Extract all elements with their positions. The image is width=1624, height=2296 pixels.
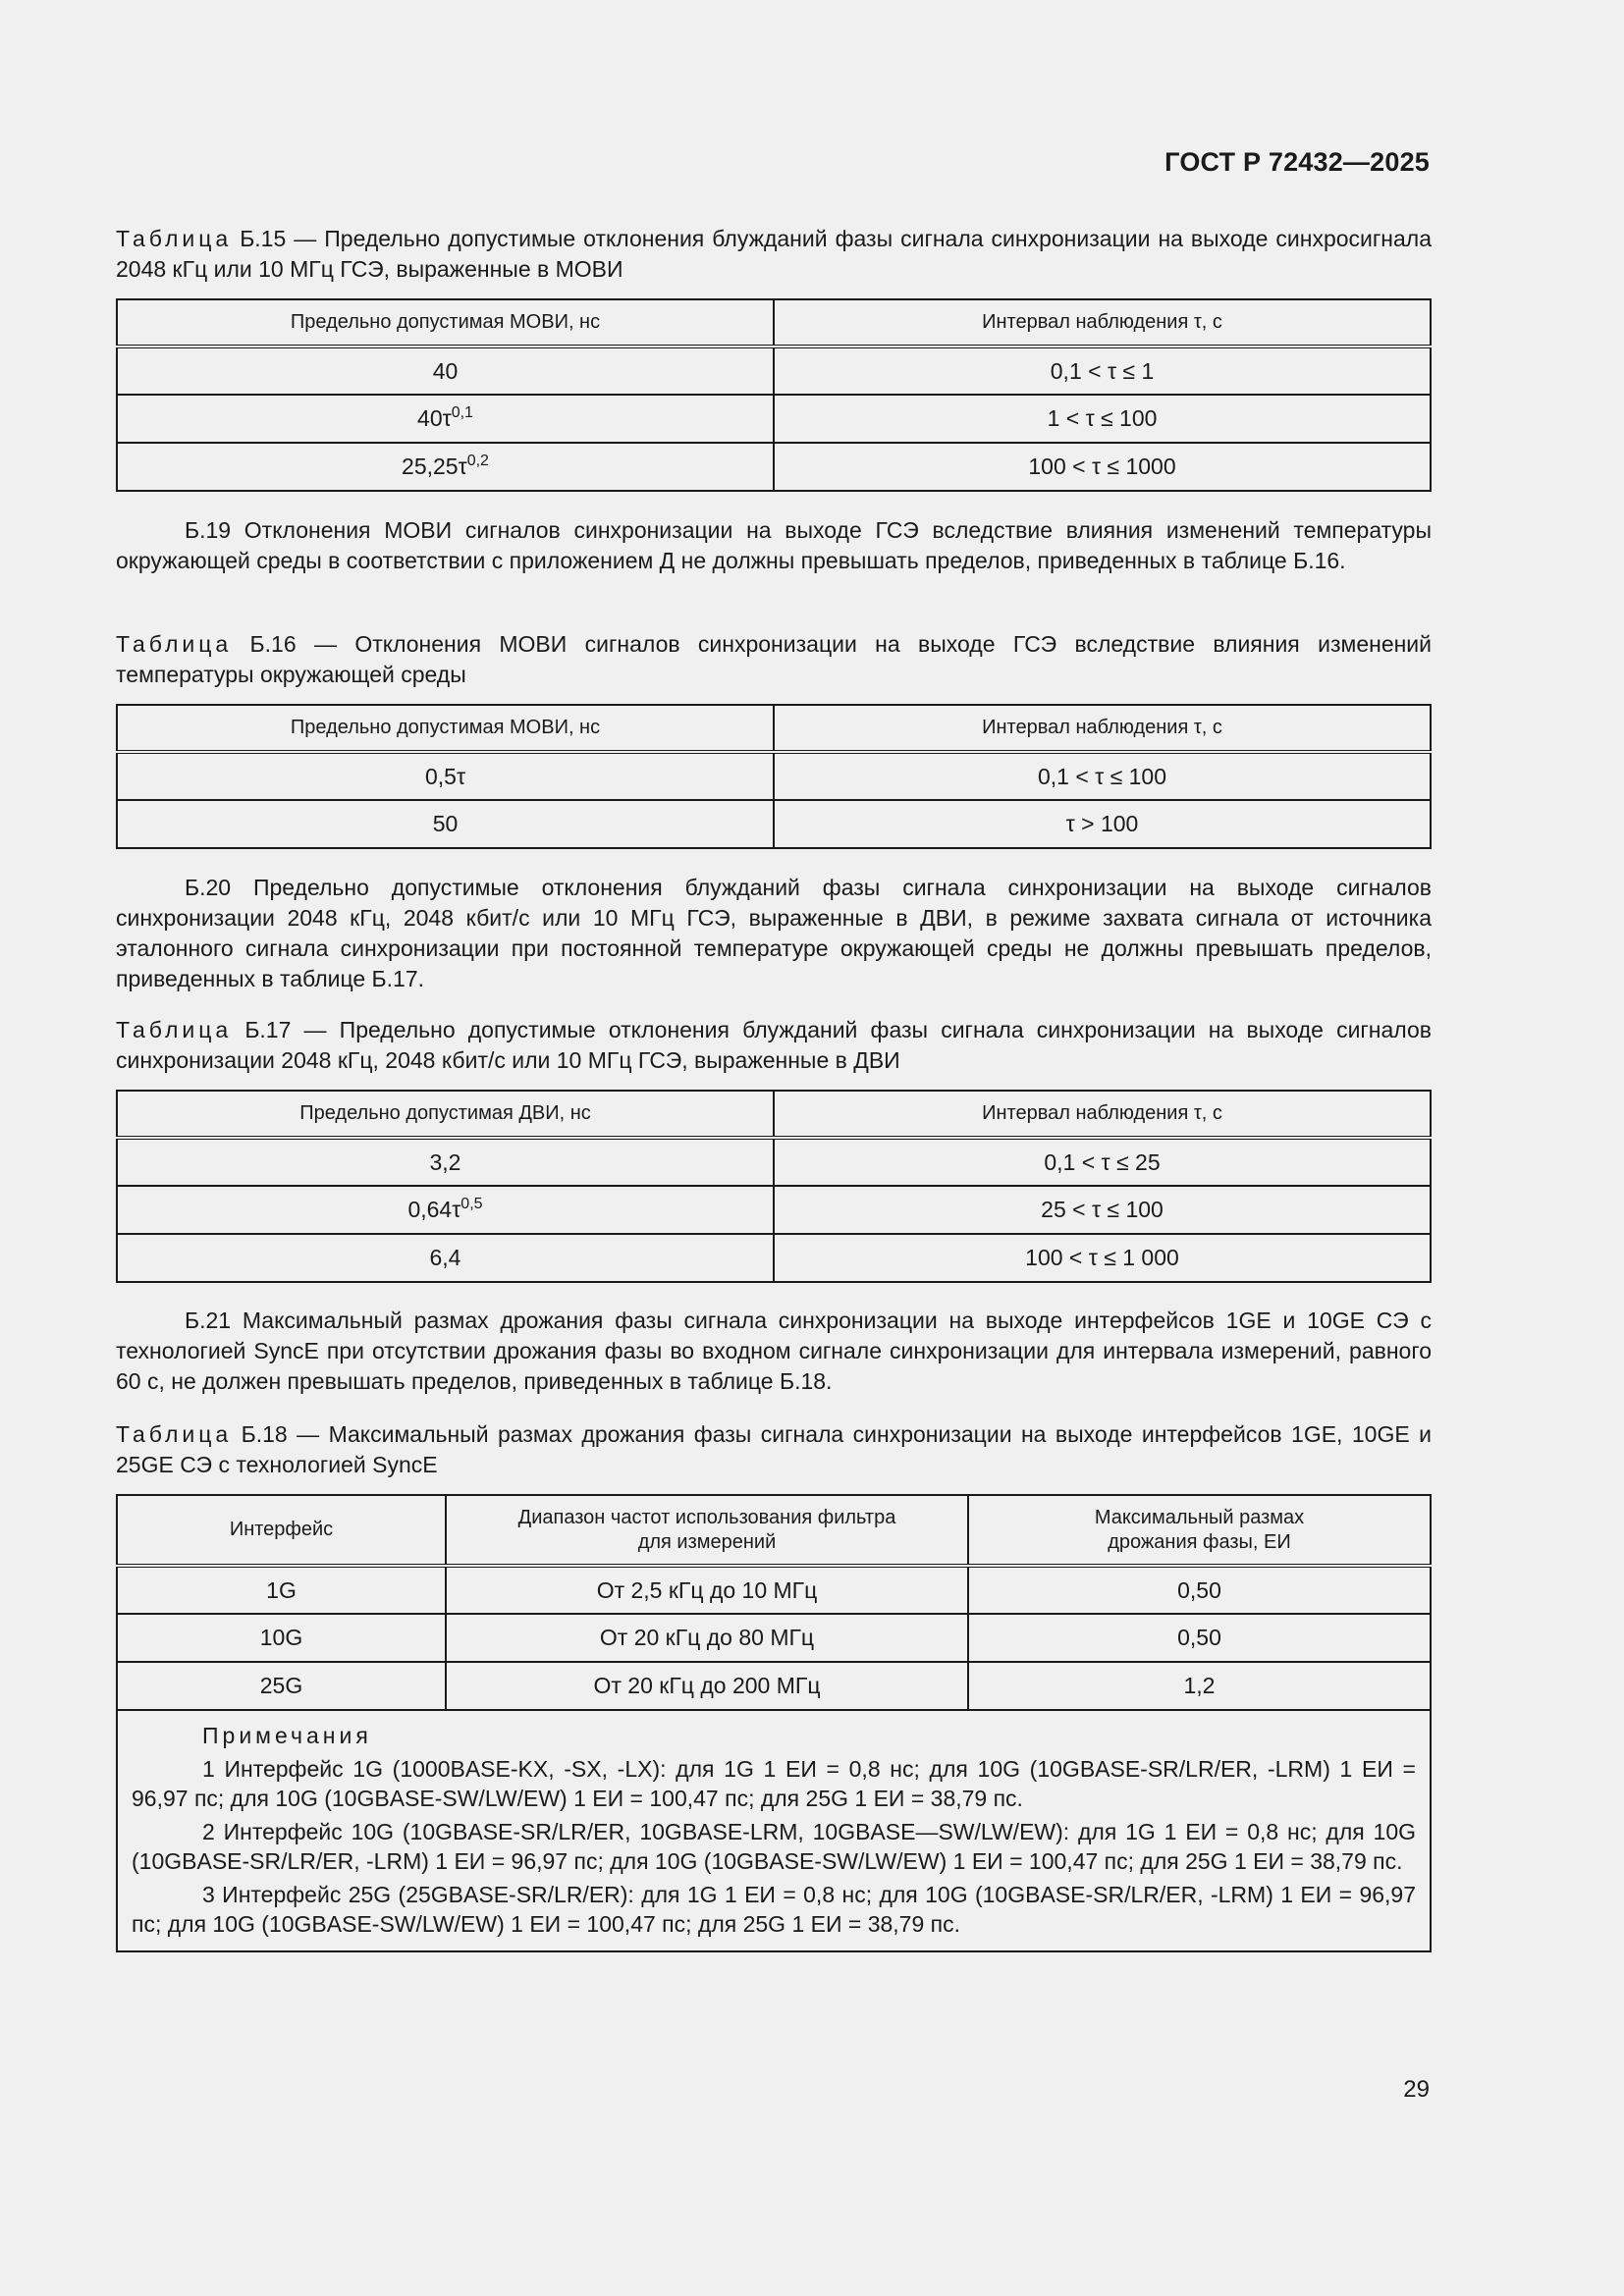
table-row	[117, 1566, 1431, 1614]
document-id-header: ГОСТ Р 72432—2025	[1164, 147, 1430, 177]
table-label: Таблица	[116, 631, 233, 657]
table-label: Таблица	[116, 1421, 233, 1447]
column-header: Предельно допустимая МОВИ, нс	[117, 705, 774, 752]
table-header-row	[117, 1091, 1431, 1138]
table-cell: 100 < τ ≤ 1000	[774, 443, 1431, 491]
table-b17-section	[116, 1015, 1432, 1283]
table-cell: От 20 кГц до 200 МГц	[446, 1662, 968, 1710]
table-cell: τ > 100	[774, 800, 1431, 848]
table-label: Таблица	[116, 1017, 233, 1042]
table-cell: 50	[117, 800, 774, 848]
table-b16-caption	[116, 629, 1432, 690]
paragraph-text: Б.20 Предельно допустимые отклонения блужданий фазы сигнала синхронизации на выходе сигналов синхронизации 2048 кГц, 2048 кбит/с или 10 МГц ГСЭ, выраженные в ДВИ, в режиме захвата сигнала от источника эталонного сигнала синхронизации при постоянной температуре окружающей среды не должны превышать пределов, приведенных в таблице Б.17.	[116, 875, 1432, 991]
table-b18-section	[116, 1419, 1432, 1952]
table-caption-text: Б.15 — Предельно допустимые отклонения блужданий фазы сигнала синхронизации на выходе синхросигнала 2048 кГц или 10 МГц ГСЭ, выраженные в МОВИ	[116, 226, 1432, 282]
table-row	[117, 752, 1431, 800]
table-b15	[116, 298, 1432, 492]
paragraph-b21	[116, 1306, 1432, 1397]
note-item: 1 Интерфейс 1G (1000BASE-KX, -SX, -LX): для 1G 1 ЕИ = 0,8 нс; для 10G (10GBASE-SR/LR/ER, -LRM) 1 ЕИ = 96,97 пс; для 10G (10GBASE-SW/LW/EW) 1 ЕИ = 100,47 пс; для 25G 1 ЕИ = 38,79 пс.	[132, 1756, 1416, 1811]
table-cell: 25 < τ ≤ 100	[774, 1186, 1431, 1234]
table-row	[117, 1662, 1431, 1710]
table-row	[117, 1138, 1431, 1186]
table-b18-caption	[116, 1419, 1432, 1480]
table-cell: 1,2	[968, 1662, 1431, 1710]
table-row	[117, 395, 1431, 443]
table-header-row	[117, 1495, 1431, 1566]
table-caption-text: Б.16 — Отклонения МОВИ сигналов синхронизации на выходе ГСЭ вследствие влияния изменений температуры окружающей среды	[116, 631, 1433, 687]
table-b15-section	[116, 224, 1432, 492]
notes-title: Примечания	[202, 1723, 372, 1748]
table-b17-caption	[116, 1015, 1432, 1076]
table-cell: 25G	[117, 1662, 446, 1710]
table-b16	[116, 704, 1432, 849]
table-label: Таблица	[116, 226, 233, 251]
table-b16-section	[116, 629, 1432, 849]
paragraph-b19	[116, 515, 1432, 576]
table-row	[117, 443, 1431, 491]
column-header: Диапазон частот использования фильтра для измерений	[446, 1495, 968, 1566]
paragraph-text: Б.19 Отклонения МОВИ сигналов синхронизации на выходе ГСЭ вследствие влияния изменений температуры окружающей среды в соответствии с приложением Д не должны превышать пределов, приведенных в таблице Б.16.	[116, 517, 1432, 573]
table-cell: 1 < τ ≤ 100	[774, 395, 1431, 443]
table-cell: 0,50	[968, 1566, 1431, 1614]
column-header: Интерфейс	[117, 1495, 446, 1566]
column-header: Интервал наблюдения τ, с	[774, 705, 1431, 752]
table-cell: 0,5τ	[117, 752, 774, 800]
paragraph-b20	[116, 873, 1432, 994]
table-caption-text: Б.17 — Предельно допустимые отклонения блужданий фазы сигнала синхронизации на выходе сигналов синхронизации 2048 кГц, 2048 кбит/с или 10 МГц ГСЭ, выраженные в ДВИ	[116, 1017, 1432, 1073]
table-row	[117, 1234, 1431, 1282]
paragraph-text: Б.21 Максимальный размах дрожания фазы сигнала синхронизации на выходе интерфейсов 1GE и 10GE СЭ с технологией SyncE при отсутствии дрожания фазы во входном сигнале синхронизации для интервала измерений, равного 60 с, не должен превышать пределов, приведенных в таблице Б.18.	[116, 1308, 1432, 1394]
page-number: 29	[1403, 2076, 1430, 2103]
table-header-row	[117, 299, 1431, 347]
table-row	[117, 1614, 1431, 1662]
table-cell: От 2,5 кГц до 10 МГц	[446, 1566, 968, 1614]
table-cell: 0,1 < τ ≤ 1	[774, 347, 1431, 395]
table-cell: 0,50	[968, 1614, 1431, 1662]
table-cell: 3,2	[117, 1138, 774, 1186]
table-b15-caption	[116, 224, 1432, 285]
note-item: 3 Интерфейс 25G (25GBASE-SR/LR/ER): для 1G 1 ЕИ = 0,8 нс; для 10G (10GBASE-SR/LR/ER, -LRM) 1 ЕИ = 96,97 пс; для 10G (10GBASE-SW/LW/EW) 1 ЕИ = 100,47 пс; для 25G 1 ЕИ = 38,79 пс.	[132, 1882, 1416, 1937]
column-header: Интервал наблюдения τ, с	[774, 1091, 1431, 1138]
column-header: Максимальный размах дрожания фазы, ЕИ	[968, 1495, 1431, 1566]
table-cell: 0,1 < τ ≤ 25	[774, 1138, 1431, 1186]
table-caption-text: Б.18 — Максимальный размах дрожания фазы сигнала синхронизации на выходе интерфейсов 1GE, 10GE и 25GE СЭ с технологией SyncE	[116, 1421, 1433, 1477]
table-cell: 0,1 < τ ≤ 100	[774, 752, 1431, 800]
table-row	[117, 800, 1431, 848]
column-header: Предельно допустимая МОВИ, нс	[117, 299, 774, 347]
table-header-row	[117, 705, 1431, 752]
table-cell: $0,64\tau^{0,5}$	[117, 1186, 774, 1234]
table-notes-row	[117, 1710, 1431, 1951]
column-header: Интервал наблюдения τ, с	[774, 299, 1431, 347]
table-cell: 40	[117, 347, 774, 395]
table-cell: $25,25\tau^{0,2}$	[117, 443, 774, 491]
table-cell: 10G	[117, 1614, 446, 1662]
table-cell: 1G	[117, 1566, 446, 1614]
table-row	[117, 347, 1431, 395]
table-b17	[116, 1090, 1432, 1283]
table-cell: От 20 кГц до 80 МГц	[446, 1614, 968, 1662]
table-row	[117, 1186, 1431, 1234]
table-cell: 6,4	[117, 1234, 774, 1282]
note-item: 2 Интерфейс 10G (10GBASE-SR/LR/ER, 10GBASE-LRM, 10GBASE—SW/LW/EW): для 1G 1 ЕИ = 0,8 нс; для 10G (10GBASE-SR/LR/ER, -LRM) 1 ЕИ = 96,97 пс; для 10G (10GBASE-SW/LW/EW) 1 ЕИ = 100,47 пс; для 25G 1 ЕИ = 38,79 пс.	[132, 1819, 1416, 1874]
table-b18	[116, 1494, 1432, 1952]
table-notes	[117, 1710, 1431, 1951]
table-cell: 100 < τ ≤ 1 000	[774, 1234, 1431, 1282]
table-cell: $40\tau^{0,1}$	[117, 395, 774, 443]
column-header: Предельно допустимая ДВИ, нс	[117, 1091, 774, 1138]
